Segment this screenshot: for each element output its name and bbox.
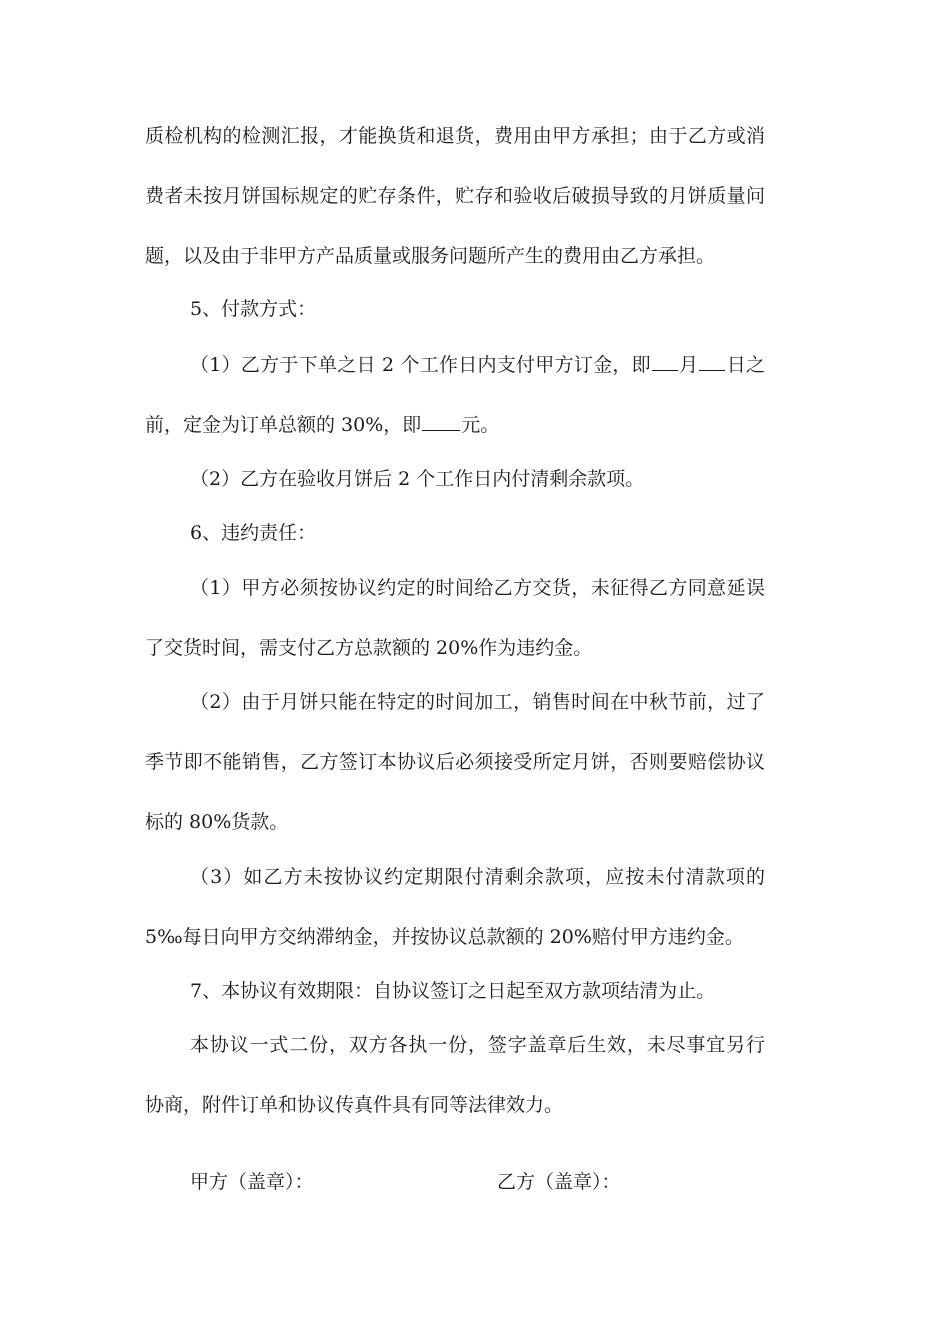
paragraph-line-deposit-amount (145, 410, 765, 439)
section-heading-validity: 7、本协议有效期限：自协议签订之日起至双方款项结清为止。 (190, 980, 716, 1002)
paragraph-line: 题，以及由于非甲方产品质量或服务问题所产生的费用由乙方承担。 (145, 245, 716, 267)
paragraph-line: 协商，附件订单和协议传真件具有同等法律效力。 (145, 1094, 564, 1116)
paragraph-line: （2）由于月饼只能在特定的时间加工，销售时间在中秋节前，过了 (190, 691, 765, 713)
paragraph-line-balance: （2）乙方在验收月饼后 2 个工作日内付清剩余款项。 (190, 468, 645, 490)
paragraph-line: （1）甲方必须按协议约定的时间给乙方交货，未征得乙方同意延误 (190, 577, 765, 599)
paragraph-line: 了交货时间，需支付乙方总款额的 20%作为违约金。 (145, 637, 593, 659)
paragraph-line-deposit (190, 350, 765, 379)
party-a-seal-label: 甲方（盖章）： (190, 1171, 314, 1193)
section-heading-payment: 5、付款方式： (190, 298, 317, 320)
day-label: 日之 (726, 354, 765, 376)
deposit-amount-text: 前，定金为订单总额的 30%，即 (145, 414, 422, 436)
paragraph-line: 季节即不能销售，乙方签订本协议后必须接受所定月饼，否则要赔偿协议 (145, 751, 765, 773)
party-b-seal-label: 乙方（盖章）： (497, 1171, 621, 1193)
blank-amount-field[interactable] (422, 410, 460, 431)
currency-label: 元。 (461, 414, 500, 436)
month-label: 月 (678, 354, 699, 376)
paragraph-line: 费者未按月饼国标规定的贮存条件，贮存和验收后破损导致的月饼质量问 (145, 185, 765, 207)
blank-day-field[interactable] (699, 350, 725, 371)
paragraph-line: 标的 80%货款。 (145, 811, 289, 833)
paragraph-line: （3）如乙方未按协议约定期限付清剩余款项，应按未付清款项的 (190, 866, 765, 888)
paragraph-line: 5‰每日向甲方交纳滞纳金，并按协议总款额的 20%赔付甲方违约金。 (145, 926, 744, 948)
blank-month-field[interactable] (652, 350, 678, 371)
deposit-text: （1）乙方于下单之日 2 个工作日内支付甲方订金，即 (190, 354, 651, 376)
paragraph-line: 质检机构的检测汇报，才能换货和退货，费用由甲方承担；由于乙方或消 (145, 125, 765, 147)
section-heading-liability: 6、违约责任： (190, 522, 317, 544)
paragraph-line: 本协议一式二份，双方各执一份，签字盖章后生效，未尽事宜另行 (190, 1034, 765, 1056)
